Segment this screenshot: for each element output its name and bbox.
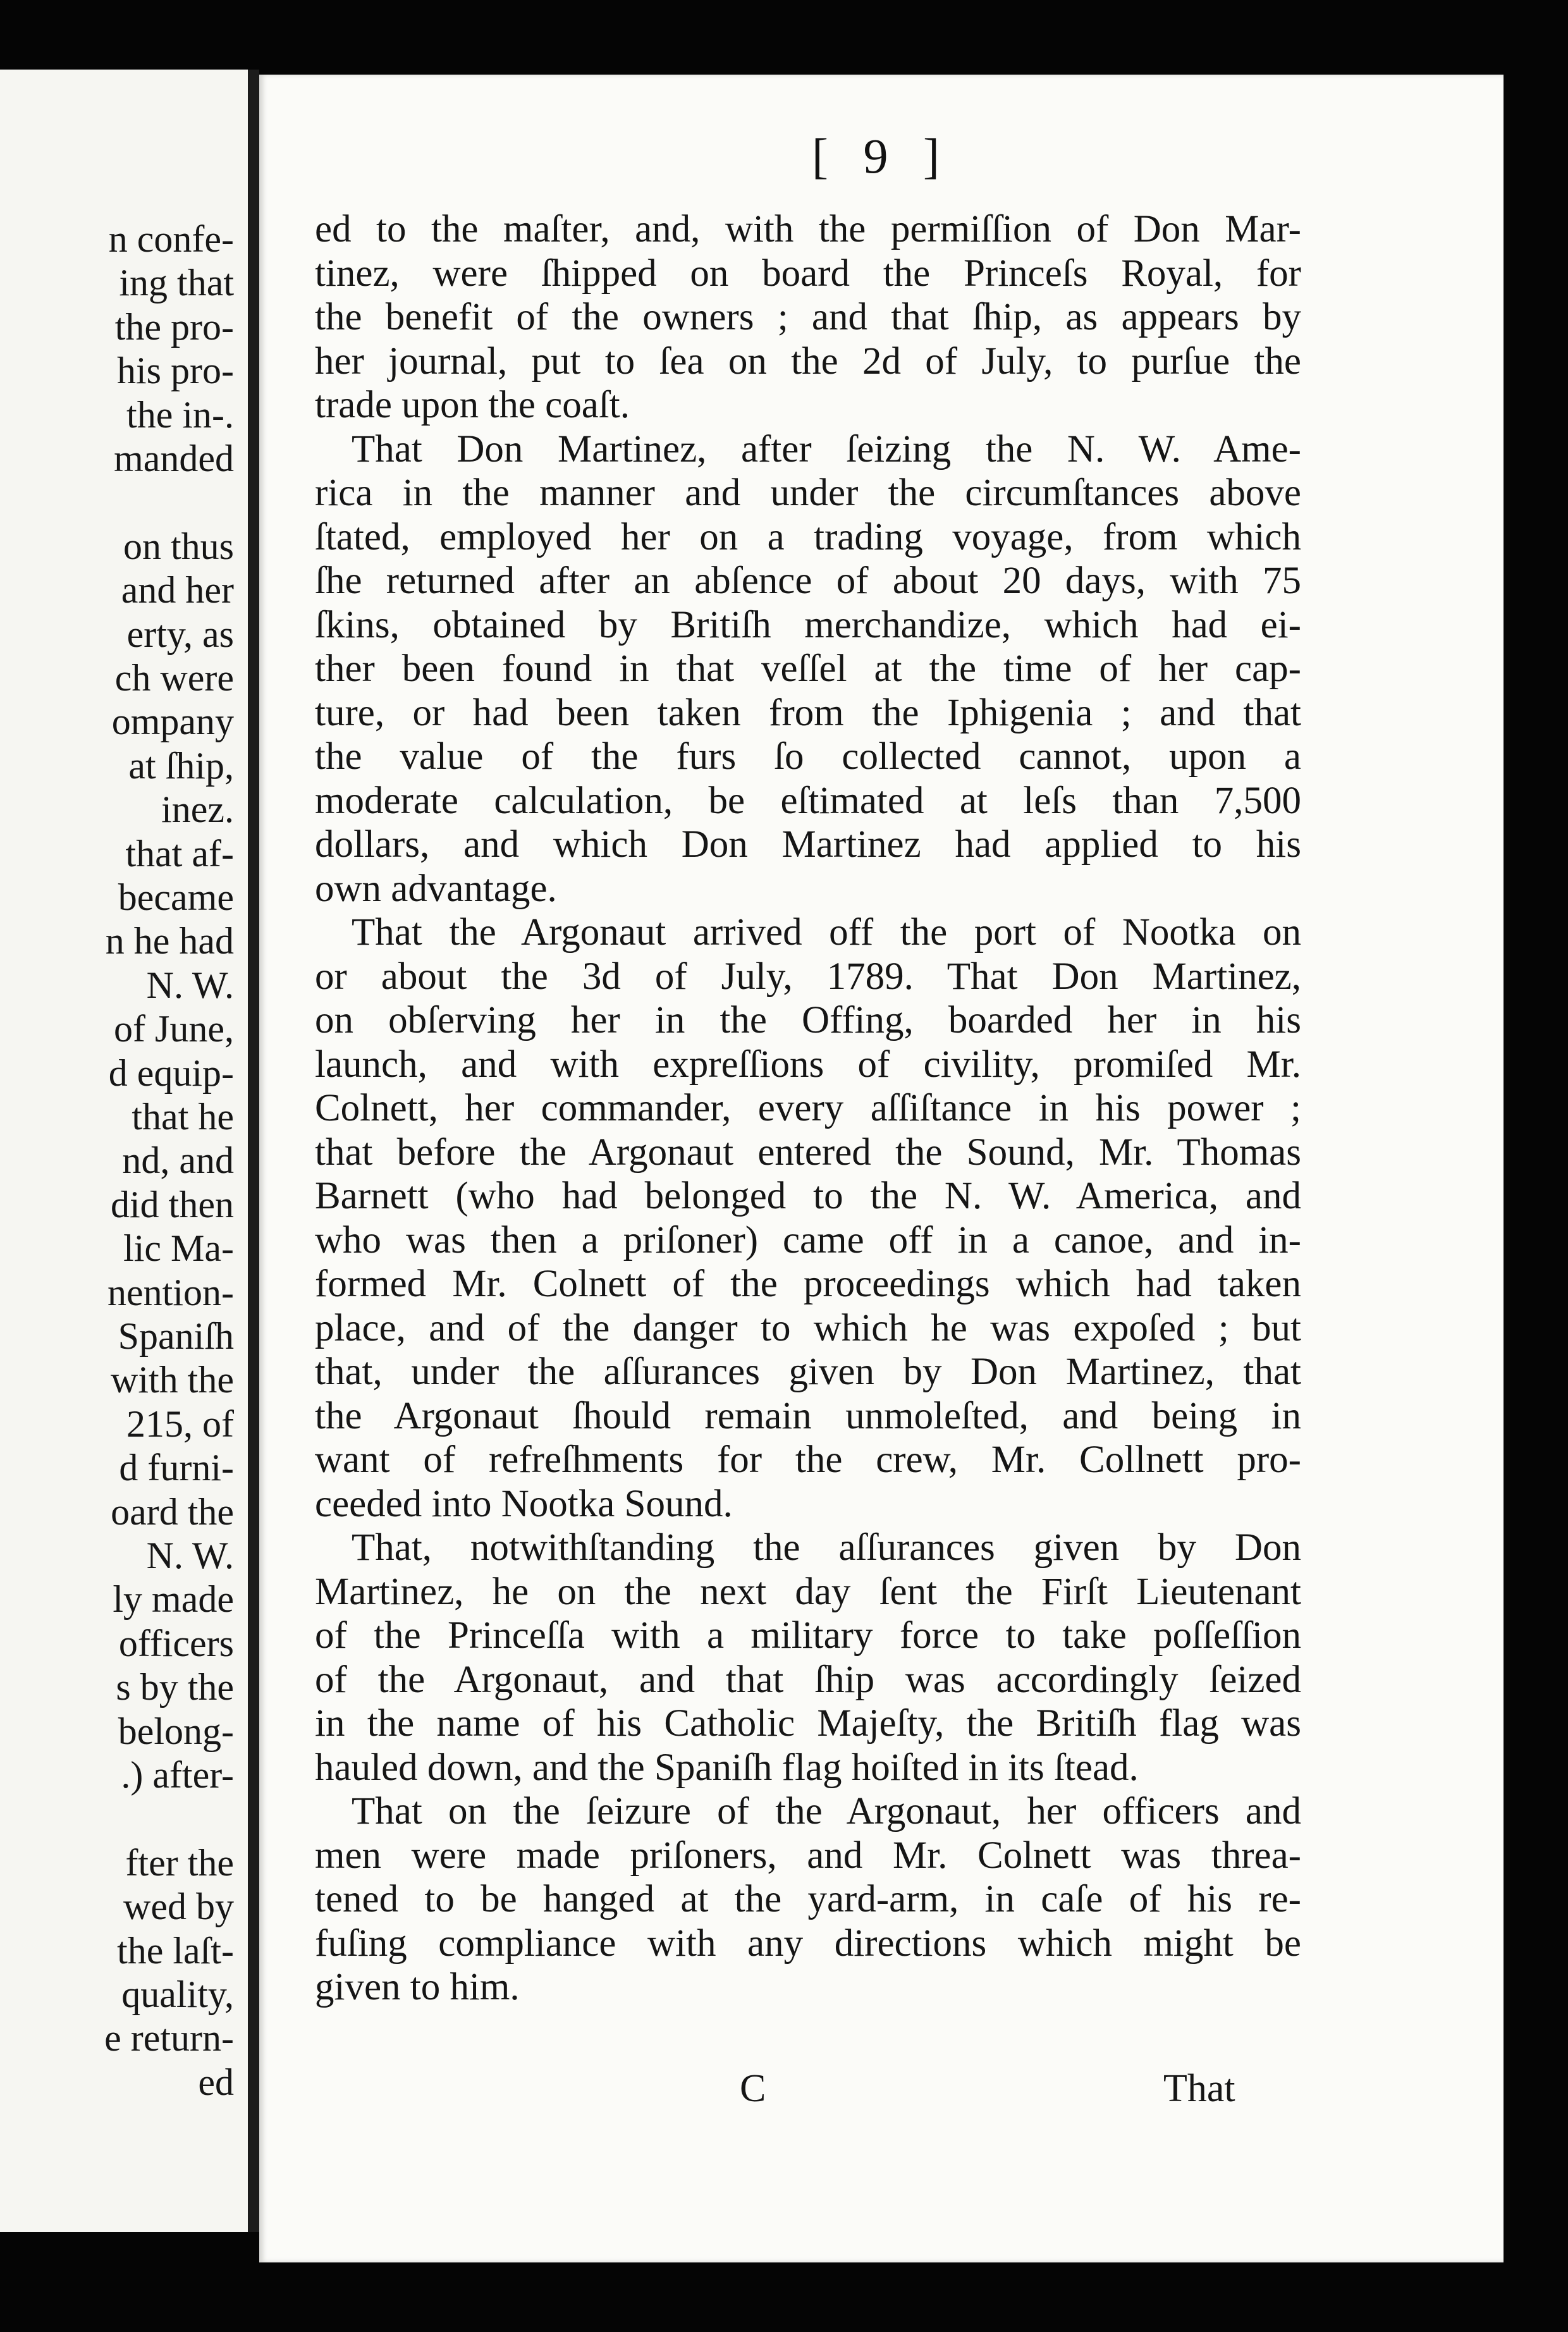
left-page-fragment: oard the — [111, 1490, 234, 1533]
left-page-edge — [0, 70, 248, 2232]
left-page-fragment: .) after- — [121, 1754, 234, 1796]
left-page-fragment: ly made — [113, 1578, 234, 1621]
text-line: place, and of the danger to which he was expoſed ; but — [315, 1306, 1301, 1349]
left-page-fragment: inez. — [161, 789, 234, 831]
text-line: men were made priſoners, and Mr. Colnett was threa- — [315, 1834, 1301, 1877]
left-page-fragment: the laſt- — [117, 1929, 234, 1972]
left-page-fragment: ed — [198, 2061, 234, 2103]
text-line: Martinez, he on the next day ſent the Firſt Lieutenant — [315, 1570, 1301, 1613]
text-line: moderate calculation, be eſtimated at leſs than 7,500 — [315, 779, 1301, 822]
text-line: ſtated, employed her on a trading voyage, from which — [315, 515, 1301, 558]
left-page-fragment: fter the — [125, 1841, 234, 1884]
text-line: of the Princeſſa with a military force to take poſſeſſion — [315, 1614, 1301, 1657]
text-line: That, notwithſtanding the aſſurances given by Don — [352, 1526, 1301, 1569]
text-line: that before the Argonaut entered the Sound, Mr. Thomas — [315, 1131, 1301, 1174]
left-page-fragment: did then — [111, 1183, 234, 1225]
text-line: tinez, were ſhipped on board the Princeſs Royal, for — [315, 252, 1301, 295]
text-line: ſhe returned after an abſence of about 20 days, with 75 — [315, 560, 1301, 602]
text-line: trade upon the coaſt. — [315, 384, 630, 426]
left-page-fragment: quality, — [121, 1973, 234, 2015]
page-number: [ 9 ] — [812, 128, 951, 183]
text-line: the value of the furs ſo collected cannot, upon a — [315, 735, 1301, 778]
left-page-fragment: the pro- — [114, 305, 234, 348]
left-page-fragment: s by the — [116, 1666, 234, 1709]
left-page-fragment: N. W. — [146, 964, 234, 1006]
text-line: Barnett (who had belonged to the N. W. America, and — [315, 1175, 1301, 1217]
text-line: launch, and with expreſſions of civility, promiſed Mr. — [315, 1043, 1301, 1086]
left-page-fragment: the in-. — [126, 393, 234, 436]
text-line: That the Argonaut arrived off the port of Nootka on — [352, 911, 1301, 954]
text-line: of the Argonaut, and that ſhip was accordingly ſeized — [315, 1658, 1301, 1701]
left-page-fragment: became — [118, 876, 234, 918]
text-line: that, under the aſſurances given by Don Martinez, that — [315, 1351, 1301, 1393]
text-line: That Don Martinez, after ſeizing the N. W. Ame- — [352, 427, 1301, 470]
left-page-fragment: erty, as — [126, 613, 234, 655]
left-page-fragment: ing that — [119, 262, 234, 304]
text-line: her journal, put to ſea on the 2d of July, to purſue the — [315, 340, 1301, 383]
text-line: the benefit of the owners ; and that ſhip, as appears by — [315, 296, 1301, 338]
left-page-fragment: and her — [121, 569, 234, 611]
left-page-fragment: n confe- — [108, 218, 234, 260]
text-line: own advantage. — [315, 867, 557, 910]
text-line: tened to be hanged at the yard-arm, in caſe of his re- — [315, 1878, 1301, 1920]
left-page-fragment: ch were — [114, 657, 234, 699]
left-page-fragment: manded — [114, 438, 234, 479]
text-line: hauled down, and the Spaniſh flag hoiſted in its ſtead. — [315, 1746, 1139, 1789]
text-line: rica in the manner and under the circumſtances above — [315, 472, 1301, 514]
text-line: That on the ſeizure of the Argonaut, her officers and — [352, 1790, 1301, 1832]
text-line: ſkins, obtained by Britiſh merchandize, which had ei- — [315, 603, 1301, 646]
left-page-fragment: that af- — [125, 832, 234, 874]
text-line: formed Mr. Colnett of the proceedings which had taken — [315, 1263, 1301, 1305]
left-page-fragment: nd, and — [122, 1139, 234, 1182]
left-page-fragment: 215, of — [126, 1402, 234, 1445]
left-page-fragment: N. W. — [146, 1535, 234, 1576]
left-page-fragment: d furni- — [119, 1447, 234, 1489]
left-page-fragment: his pro- — [117, 350, 234, 392]
left-page-fragment: n he had — [105, 920, 234, 962]
left-page-fragment: officers — [118, 1622, 234, 1664]
text-line: want of refreſhments for the crew, Mr. Collnett pro- — [315, 1439, 1301, 1481]
right-page — [259, 75, 1504, 2262]
book-gutter — [248, 70, 259, 2232]
left-page-fragment: with the — [111, 1359, 234, 1401]
text-line: ture, or had been taken from the Iphigenia ; and that — [315, 691, 1301, 734]
left-page-fragment: ompany — [111, 701, 234, 743]
left-page-fragment: of June, — [114, 1008, 234, 1050]
text-line: Colnett, her commander, every aſſiſtance in his power ; — [315, 1087, 1301, 1129]
left-page-fragment: wed by — [123, 1886, 234, 1928]
left-page-fragment: Spaniſh — [118, 1315, 234, 1357]
left-page-fragment: belong- — [118, 1710, 234, 1752]
left-page-fragment: e return- — [104, 2017, 234, 2059]
left-page-fragment: on thus — [123, 525, 234, 567]
left-page-fragment: that he — [132, 1096, 234, 1138]
left-page-fragment: lic Ma- — [123, 1227, 234, 1270]
text-line: who was then a priſoner) came off in a canoe, and in- — [315, 1218, 1301, 1261]
text-line: dollars, and which Don Martinez had applied to his — [315, 823, 1301, 866]
left-page-fragment: at ſhip, — [128, 744, 234, 787]
signature-mark: C — [740, 2067, 766, 2110]
left-page-fragment: d equip- — [108, 1052, 234, 1094]
text-line: ther been found in that veſſel at the time of her cap- — [315, 647, 1301, 690]
text-line: in the name of his Catholic Majeſty, the Britiſh flag was — [315, 1702, 1301, 1745]
text-line: on obſerving her in the Offing, boarded her in his — [315, 999, 1301, 1041]
text-line: ed to the maſter, and, with the permiſſion of Don Mar- — [315, 208, 1301, 250]
text-line: given to him. — [315, 1966, 520, 2008]
catchword: That — [1163, 2067, 1235, 2110]
text-line: ceeded into Nootka Sound. — [315, 1482, 733, 1525]
text-line: the Argonaut ſhould remain unmoleſted, and being in — [315, 1394, 1301, 1437]
left-page-fragment: nention- — [107, 1271, 234, 1313]
text-line: fuſing compliance with any directions which might be — [315, 1922, 1301, 1965]
text-line: or about the 3d of July, 1789. That Don Martinez, — [315, 955, 1301, 998]
body-text — [315, 207, 1301, 2010]
